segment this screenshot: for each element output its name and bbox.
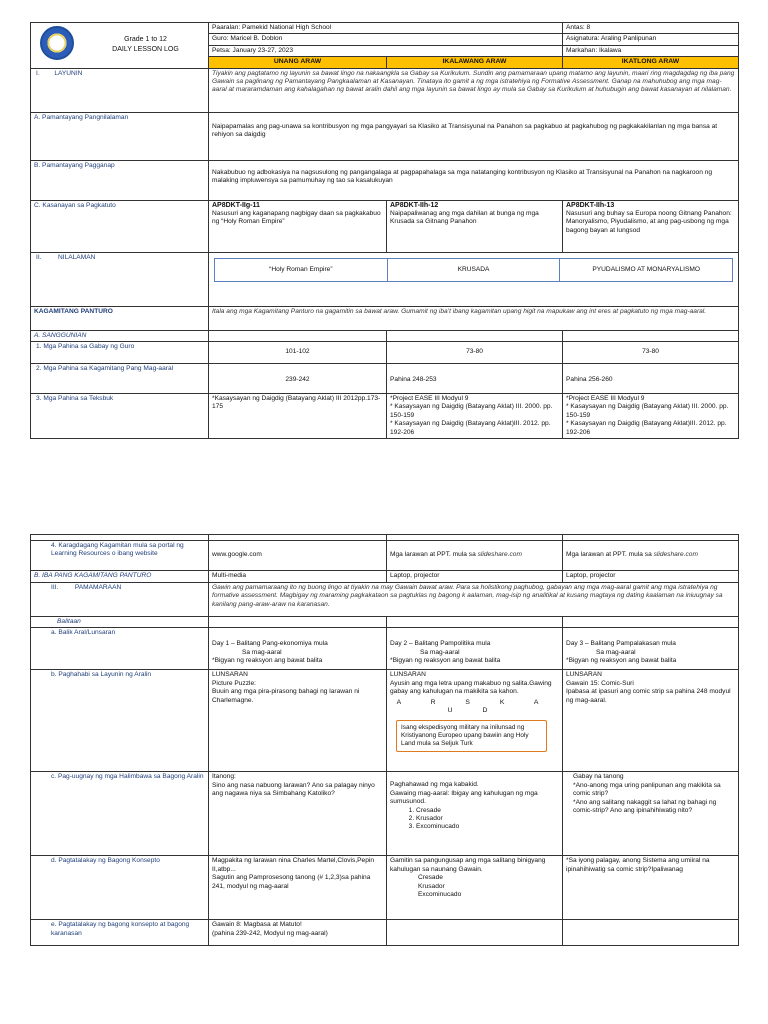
pangnilalaman-label: A. Pamantayang Pangnilalaman — [31, 112, 209, 160]
blank-cell — [563, 920, 739, 946]
kasanayan-day-2 — [387, 200, 563, 252]
gabay-guro-day-2: 73-80 — [387, 342, 563, 364]
iba-pang-day-1: Multi-media — [209, 571, 387, 583]
topic-day-2: KRUSADA — [388, 259, 561, 281]
school-field: Paaralan: Pamekid National High School — [209, 23, 563, 34]
paghahabi-day-1: LUNSARAN Picture Puzzle: Buuin ang mga pira-pirasong bahagi ng larawan ni Charlemagne. — [209, 670, 387, 772]
competency-code: AP8DKT-IIg-11 — [212, 201, 260, 209]
header-logo-cell — [31, 23, 209, 69]
iba-pang-day-3: Laptop, projector — [563, 571, 739, 583]
balitaan-note: *Bigyan ng reaksyon ang bawat balita — [390, 657, 501, 665]
pagganap-label: B. Pamantayang Pagganap — [31, 160, 209, 200]
blank-cell — [387, 617, 563, 628]
list-item: Cresade — [418, 874, 443, 882]
dll-page-2 — [30, 534, 738, 964]
teksbuk-day-3: *Project EASE III Modyul 9 * Kasaysayan ng Daigdig (Batayang Aklat) III. 2000. pp. 150-159 * Kasaysayan ng Daigdig (Batayang Aklat)III. 2012. pp. 192-206 — [563, 394, 739, 439]
definition-box: Isang ekspedisyong military na inilunsad ng Kristiyanong Europeo upang bawiin ang Holy Land mula sa Seljuk Turk — [396, 720, 547, 752]
paguugnay-instruction: Paghahawad ng mga kabakid. Gawaing mag-aaral: Ibigay ang kahulugan ng mga sumusunod. — [390, 781, 538, 806]
balik-aral-label: a. Balik Aral/Lunsaran — [31, 628, 209, 670]
resource-text: Mga larawan at PPT. mula sa — [390, 551, 478, 558]
teacher-field: Guro: Maricel B. Doblon — [209, 34, 563, 45]
paguugnay-label: c. Pag-uugnay ng mga Halimbawa sa Bagong Aralin — [31, 772, 209, 856]
kagamitang-label: KAGAMITANG PANTURO — [31, 306, 209, 330]
teksbuk-day-2: *Project EASE III Modyul 9 * Kasaysayan ng Daigdig (Batayang Aklat) III. 2000. pp. 150-159 * Kasaysayan ng Daigdig (Batayang Aklat)III. 2012. pp. 192-206 — [387, 394, 563, 439]
day-1-header: UNANG ARAW — [209, 57, 387, 68]
layunin-label: I. LAYUNIN — [31, 68, 209, 112]
paghahabi-instruction: Ayusin ang mga letra upang makabuo ng salita.Gawing gabay ang kahulugan na makikita sa kahon. — [390, 679, 552, 696]
blank-cell — [563, 330, 739, 341]
day-2-header: IKALAWANG ARAW — [387, 57, 563, 68]
pagganap-text: Nakabubuo ng adbokasiya na nagsusulong ng pangangalaga at pagpapahalaga sa mga natatanging kontribusyon ng Klasiko at Transisyunal na Panahon na nagkaroon ng malaking impluwensya sa pamumuhay ng tao sa kasalukuyan — [209, 160, 739, 200]
list-item: Krusador — [418, 882, 445, 890]
deped-seal-icon — [40, 26, 74, 60]
karagdagang-day-3 — [563, 541, 739, 571]
topic-day-3: PYUDALISMO AT MONARYALISMO — [592, 265, 700, 273]
list-item: 3. Excominucado — [416, 823, 559, 831]
competency-code: AP8DKT-IIh-13 — [566, 201, 615, 209]
pagtalakay2-label: e. Pagtatalakay ng bagong konsepto at bagong karanasan — [31, 920, 209, 946]
pagtalakay-day-1: Magpakita ng larawan nina Charles Martel,Clovis,Pepin II,atbp... Sagutin ang Pamprosesong tanong (# 1,2,3)sa pahina 241, modyul ng mag-aaral — [209, 856, 387, 920]
lunsaran-heading: LUNSARAN — [390, 671, 426, 679]
pagtalakay-day-3: *Sa iyong palagay, anong Sistema ang umiiral na ipinahihiwatig sa comic strip?Ipaliwanag — [563, 856, 739, 920]
karagdagang-day-2 — [387, 541, 563, 571]
paghahabi-day-2 — [387, 670, 563, 772]
topic-day-1: “Holy Roman Empire” — [215, 259, 388, 281]
paghahabi-label: b. Paghahabi sa Layunin ng Aralin — [31, 670, 209, 772]
level-field: Antas: 8 — [563, 23, 739, 34]
kasanayan-day-3 — [563, 200, 739, 252]
dll-title: DAILY LESSON LOG — [112, 46, 179, 53]
blank-cell — [563, 617, 739, 628]
pamamaraan-label: III. PAMAMARAAN — [31, 583, 209, 617]
kagamitang-mag-aaral-label: 2. Mga Pahina sa Kagamitang Pang Mag-aaral — [31, 364, 209, 394]
kasanayan-day-1 — [209, 200, 387, 252]
kasanayan-label: C. Kasanayan sa Pagkatuto — [31, 200, 209, 252]
pamamaraan-text: Gawin ang pamamaraang ito ng buong lingo at tiyakin na may Gawain bawat araw. Para sa holistikong paghubog, gabayan ang mga mag-aaral gamit ang mga istratehiya ng formative assessment. Magbigay ng maraming pagkakataon sa pagtuklas ng bagong k aalaman, mag-isip ng analitikal at kusang magtaya ng dating kaalaman na iniuugnay sa kanilang pang-araw-araw na karanasan. — [209, 583, 739, 617]
paguugnay-day-1: Itanong: Sino ang nasa nabuong larawan? Ano sa palagay ninyo ang nagawa niya sa Simbahang Katoliko? — [209, 772, 387, 856]
date-field: Petsa: January 23-27, 2023 — [209, 45, 563, 56]
iba-pang-day-2: Laptop, projector — [387, 571, 563, 583]
pangnilalaman-text: Naipapamalas ang pag-unawa sa kontribusyon ng mga pangyayari sa Klasiko at Transisyunal na Panahon sa pagkabuo at pagkahubog ng pagkakakilanlan ng mga bansa at rehiyon sa daigdig — [209, 112, 739, 160]
kagamitang-mag-aaral-day-3: Pahina 256-260 — [563, 364, 739, 394]
quarter-field: Markahan: Ikalawa — [563, 45, 739, 56]
balitaan-title: Day 1 – Balitang Pang-ekonomiya mula — [212, 640, 328, 648]
pagtalakay2-day-1: Gawain 8: Magbasa at Matuto! (pahina 239-242, Modyul ng mag-aaral) — [209, 920, 387, 946]
pagtalakay-instruction: Gamitin sa pangungusap ang mga salitang binigyang kahulugan sa naunang Gawain. — [390, 857, 546, 873]
balik-aral-day-3 — [563, 628, 739, 670]
karagdagang-label: 4. Karagdagang Kagamitan mula sa portal ng Learning Resources o ibang website — [31, 541, 209, 571]
day-3-header: IKATLONG ARAW — [563, 57, 739, 68]
balik-aral-day-1 — [209, 628, 387, 670]
nilalaman-topics-cell — [209, 252, 739, 306]
blank-cell — [387, 920, 563, 946]
gabay-guro-day-3: 73-80 — [563, 342, 739, 364]
dll-table-1 — [30, 22, 739, 439]
dll-table-2 — [30, 534, 739, 946]
kagamitang-mag-aaral-day-1: 239-242 — [209, 364, 387, 394]
grade-label: Grade 1 to 12 — [124, 36, 167, 43]
list-item: 2. Krusador — [416, 815, 559, 823]
paguugnay-day-2 — [387, 772, 563, 856]
blank-cell — [209, 617, 387, 628]
balitaan-note: *Bigyan ng reaksyon ang bawat balita — [212, 657, 323, 665]
balitaan-title: Day 3 – Balitang Pampalakasan mula — [566, 640, 676, 648]
competency-text: Naipapaliwanag ang mga dahilan at bunga ng mga Krusada sa Gitnang Panahon — [390, 210, 539, 226]
karagdagang-day-1: www.google.com — [209, 541, 387, 571]
teksbuk-label: 3. Mga Pahina sa Teksbuk — [31, 394, 209, 439]
terms-list — [390, 807, 559, 832]
balitaan-sub: Sa mag-aaral — [596, 648, 636, 656]
paghahabi-day-3: LUNSARAN Gawain 15: Comic-Suri Ipabasa at ipasuri ang comic strip sa pahina 248 modyul ng mag-aaral. — [563, 670, 739, 772]
balik-aral-day-2 — [387, 628, 563, 670]
pagtalakay-label: d. Pagtatalakay ng Bagong Konsepto — [31, 856, 209, 920]
competency-code: AP8DKT-IIh-12 — [390, 201, 439, 209]
blank-cell — [209, 330, 387, 341]
competency-text: Nasusuri ang kaganapang nagbigay daan sa pagkakabuo ng “Holy Roman Empire” — [212, 210, 381, 226]
kagamitang-mag-aaral-day-2: Pahina 248-253 — [387, 364, 563, 394]
blank-cell — [387, 330, 563, 341]
balitaan-title: Day 2 – Balitang Pampolitika mula — [390, 640, 491, 648]
list-item: Excominucado — [418, 891, 462, 899]
resource-text: Mga larawan at PPT. mula sa — [566, 551, 654, 558]
balitaan-note: *Bigyan ng reaksyon ang bawat balita — [566, 657, 677, 665]
layunin-text: Tiyakin ang pagtatamo ng layunin sa bawat lingo na nakaangkla sa Gabay sa Kurikulum. Sundin ang pamamaraan upang matamo ang layunin, maari ring magdagdag ng iba pang Gawain sa paglinang ng Pamantayang Pangkaalaman at Kasanayan. Tinataya ito gamit a ng mga istratehiya ng Formative Assessment. Ganap na mahuhubog ang mga mag-aaral at mararamdaman ang kahalagahan ng bawat aralin dahil ang mga layunin sa bawat lingo ay mula sa Gabay sa Kurikulum at huhubugin ang bawat kasanayan at nilalaman. — [209, 68, 739, 112]
balitaan-sub: Sa mag-aaral — [242, 648, 282, 656]
slideshare-link: slideshare.com — [653, 551, 698, 558]
gabay-guro-day-1: 101-102 — [209, 342, 387, 364]
list-item: 1. Cresade — [416, 807, 559, 815]
dll-page-1 — [30, 22, 738, 476]
kagamitang-text: Itala ang mga Kagamitang Panturo na gagamitin sa bawat araw. Gumamit ng iba’t ibang kagamitan upang higit na mapukaw ang int eres at pagkatuto ng mga mag-aaral. — [209, 306, 739, 330]
topic-box — [214, 258, 733, 282]
nilalaman-label: II. NILALAMAN — [31, 252, 209, 306]
balitaan-sub: Sa mag-aaral — [420, 648, 460, 656]
slideshare-link: slideshare.com — [477, 551, 522, 558]
iba-pang-label: B. IBA PANG KAGAMITANG PANTURO — [31, 571, 209, 583]
paguugnay-day-3: Gabay na tanong *Ano-anong mga uring panlipunan ang makikita sa comic strip? *Ano ang salitang nakaggit sa lahat ng bahagi ng comic-strip? Ano ang ipinahihiwatig nito? — [563, 772, 739, 856]
pagtalakay-day-2 — [387, 856, 563, 920]
subject-field: Asignatura: Araling Panlipunan — [563, 34, 739, 45]
competency-text: Nasusuri ang buhay sa Europa noong Gitnang Panahon: Manoryalismo, Piyudalismo, at ang pag-usbong ng mga bagong bayan at lungsod — [566, 210, 732, 234]
gabay-guro-label: 1. Mga Pahina sa Gabay ng Guro — [31, 342, 209, 364]
sanggunian-label: A. SANGGUNIAN — [31, 330, 209, 341]
balitaan-label: Balitaan — [31, 617, 209, 628]
scrambled-letters: A R S K A U D — [396, 698, 553, 715]
teksbuk-day-1: *Kasaysayan ng Daigdig (Batayang Aklat) III 2012pp.173-175 — [209, 394, 387, 439]
